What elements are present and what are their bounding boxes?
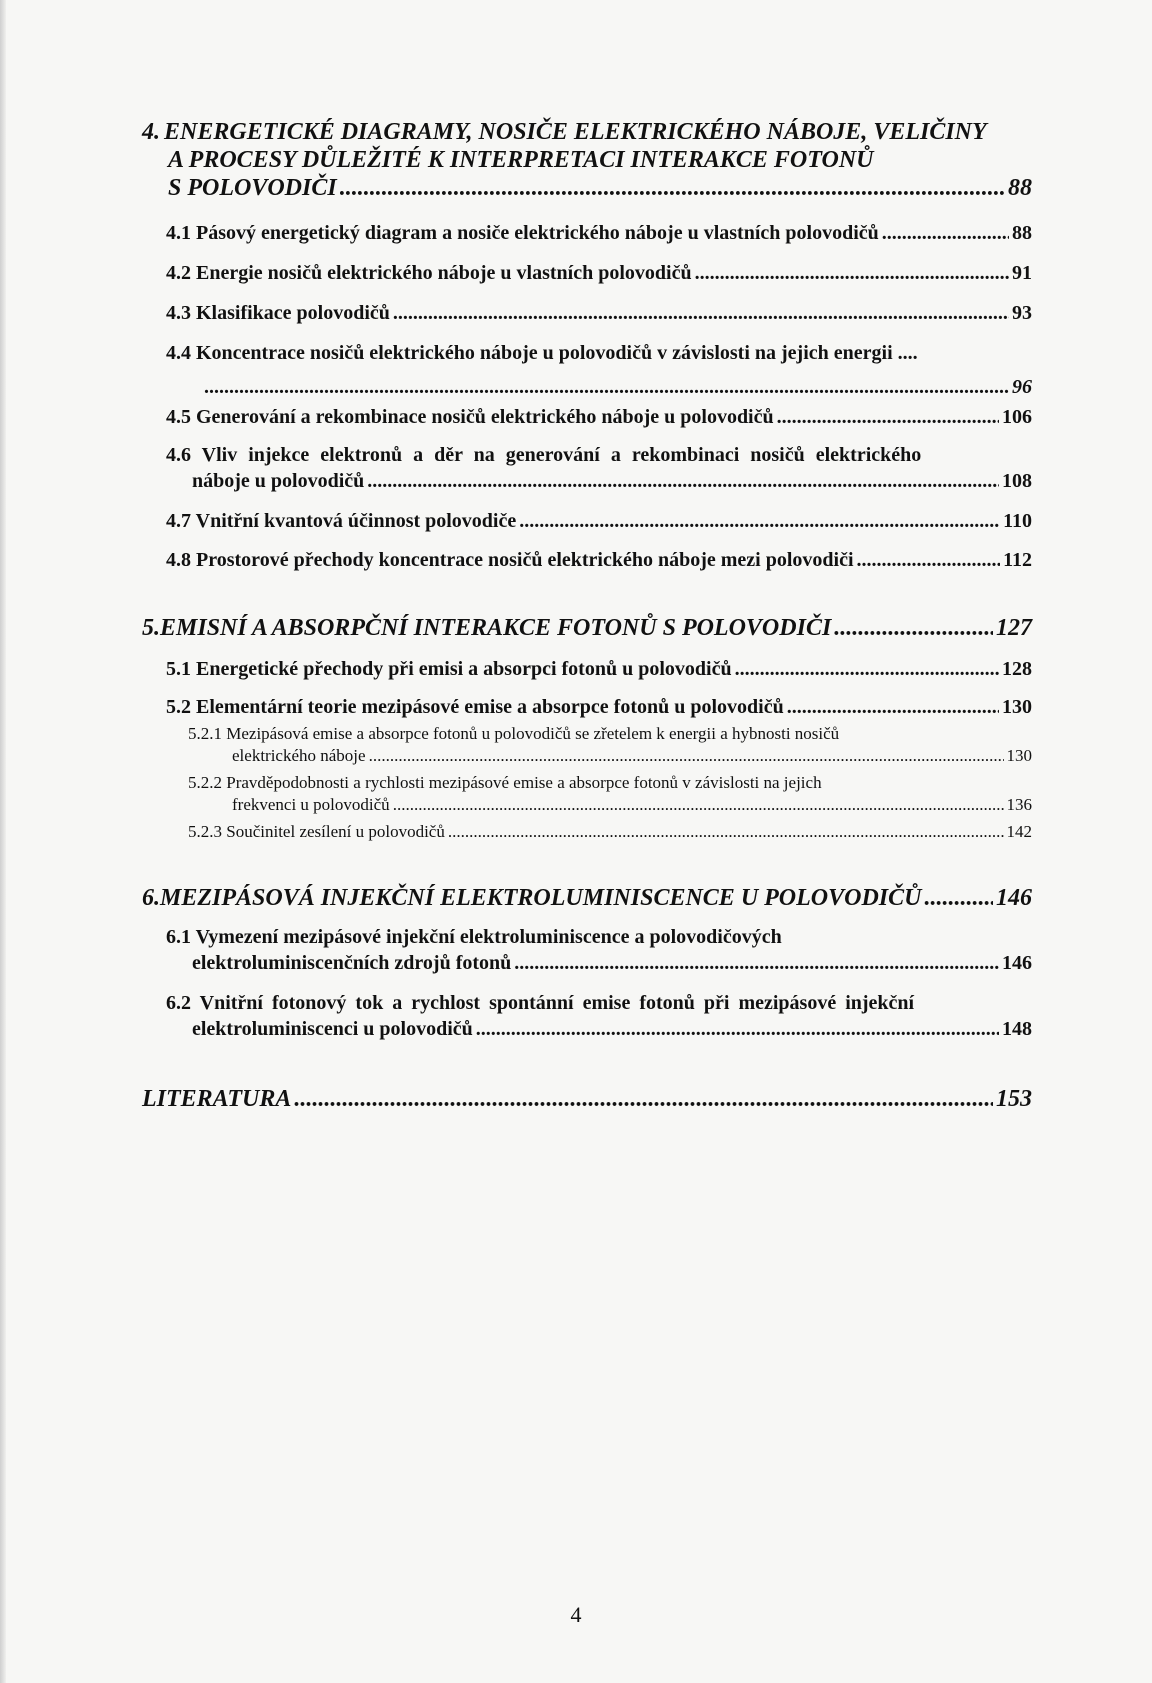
- toc-section-6-1[interactable]: [166, 924, 1032, 976]
- chapter-number: 4.: [142, 119, 160, 145]
- dot-leader: [476, 1016, 999, 1042]
- dot-leader: [367, 468, 999, 494]
- dot-leader: [787, 694, 999, 720]
- section-title: 4.3 Klasifikace polovodičů: [166, 302, 390, 324]
- section-title-cont: náboje u polovodičů: [192, 470, 365, 492]
- dot-leader: [393, 300, 1009, 326]
- subsection-title-cont: frekvenci u polovodičů: [232, 795, 390, 814]
- page-ref: 128: [1002, 658, 1032, 680]
- toc-section-4-8[interactable]: [166, 547, 1032, 573]
- chapter-title-line: A PROCESY DŮLEŽITÉ K INTERPRETACI INTERAKCE FOTONŮ: [168, 147, 874, 173]
- dot-leader: [924, 884, 993, 912]
- page-number: 4: [570, 1602, 582, 1627]
- section-title-cont: elektroluminiscenci u polovodičů: [192, 1018, 473, 1040]
- toc-chapter-5[interactable]: [142, 614, 1032, 642]
- section-title: 4.2 Energie nosičů elektrického náboje u vlastních polovodičů: [166, 262, 692, 284]
- chapter-title-line: S POLOVODIČI: [168, 175, 337, 201]
- page-ref: 91: [1012, 262, 1032, 284]
- dot-leader: [448, 821, 1004, 843]
- toc-section-4-7[interactable]: [166, 508, 1032, 534]
- section-title: 5.1 Energetické přechody při emisi a absorpci fotonů u polovodičů: [166, 658, 732, 680]
- dot-leader: [695, 260, 1009, 286]
- dot-leader: [340, 174, 1005, 202]
- page-ref: 88: [1008, 175, 1032, 201]
- dot-leader: [369, 745, 1004, 767]
- chapter-title-line: LITERATURA: [142, 1086, 292, 1112]
- section-title: 5.2 Elementární teorie mezipásové emise a absorpce fotonů u polovodičů: [166, 696, 784, 718]
- toc-section-4-2[interactable]: [166, 260, 1032, 286]
- toc-section-5-2[interactable]: [166, 694, 1032, 720]
- toc-section-4-4[interactable]: [166, 340, 1032, 400]
- chapter-title-line: MEZIPÁSOVÁ INJEKČNÍ ELEKTROLUMINISCENCE U POLOVODIČŮ: [160, 885, 922, 911]
- toc-section-4-6[interactable]: [166, 442, 1032, 494]
- page-ref: 127: [996, 615, 1032, 641]
- toc-chapter-4[interactable]: [142, 118, 1032, 202]
- dot-leader: [777, 404, 999, 430]
- section-title: 6.2 Vnitřní fotonový tok a rychlost spontánní emise fotonů při mezipásové injekční: [166, 992, 915, 1014]
- section-title: 4.1 Pásový energetický diagram a nosiče elektrického náboje u vlastních polovodičů: [166, 222, 879, 244]
- section-title: 4.5 Generování a rekombinace nosičů elektrického náboje u polovodičů: [166, 406, 774, 428]
- page-ref: 88: [1012, 222, 1032, 244]
- toc-subsection-5-2-2[interactable]: [188, 772, 1032, 816]
- page-ref: 110: [1003, 510, 1032, 532]
- dot-leader: [519, 508, 1000, 534]
- toc-section-4-5[interactable]: [166, 404, 1032, 430]
- dot-leader: [294, 1085, 993, 1113]
- subsection-title: 5.2.1 Mezipásová emise a absorpce fotonů u polovodičů se zřetelem k energii a hybnosti nosičů: [188, 724, 840, 743]
- page-ref: 148: [1002, 1018, 1032, 1040]
- page-ref: 108: [1002, 470, 1032, 492]
- chapter-title-line: EMISNÍ A ABSORPČNÍ INTERAKCE FOTONŮ S POLOVODIČI: [160, 615, 832, 641]
- page-ref: 130: [1006, 746, 1032, 765]
- dot-leader: [514, 950, 999, 976]
- subsection-title: 5.2.2 Pravděpodobnosti a rychlosti mezipásové emise a absorpce fotonů v závislosti na jejich: [188, 773, 822, 792]
- page-ref: 146: [996, 885, 1032, 911]
- chapter-number: 6.: [142, 885, 160, 911]
- section-title: 4.8 Prostorové přechody koncentrace nosičů elektrického náboje mezi polovodiči: [166, 549, 854, 571]
- page-ref: 106: [1002, 406, 1032, 428]
- page-ref: 153: [996, 1086, 1032, 1112]
- dot-leader: [834, 614, 993, 642]
- dot-leader: [204, 374, 1009, 400]
- page-ref: 146: [1002, 952, 1032, 974]
- page-ref: 112: [1003, 549, 1032, 571]
- page-ref: 96: [1012, 376, 1032, 398]
- page-ref: 142: [1006, 822, 1032, 841]
- section-title: 4.7 Vnitřní kvantová účinnost polovodiče: [166, 510, 517, 532]
- toc-literatura[interactable]: [142, 1085, 1032, 1113]
- page-ref: 130: [1002, 696, 1032, 718]
- subsection-title-cont: elektrického náboje: [232, 746, 366, 765]
- toc-section-6-2[interactable]: [166, 990, 1032, 1042]
- scan-page-edge: [0, 0, 6, 1683]
- dot-leader: [857, 547, 1001, 573]
- section-title: 4.6 Vliv injekce elektronů a děr na generování a rekombinaci nosičů elektrického: [166, 444, 922, 466]
- dot-leader: [393, 794, 1004, 816]
- page-ref: 136: [1006, 795, 1032, 814]
- subsection-title: 5.2.3 Součinitel zesílení u polovodičů: [188, 822, 445, 841]
- toc-section-5-1[interactable]: [166, 656, 1032, 682]
- dot-leader: [882, 220, 1009, 246]
- section-title-cont: elektroluminiscenčních zdrojů fotonů: [192, 952, 512, 974]
- section-title: 4.4 Koncentrace nosičů elektrického náboje u polovodičů v závislosti na jejich energii ....: [166, 342, 918, 364]
- toc-chapter-6[interactable]: [142, 884, 1032, 912]
- toc-subsection-5-2-1[interactable]: [188, 723, 1032, 767]
- toc-section-4-1[interactable]: [166, 220, 1032, 246]
- toc-subsection-5-2-3[interactable]: [188, 821, 1032, 843]
- chapter-number: 5.: [142, 615, 160, 641]
- chapter-title-line: ENERGETICKÉ DIAGRAMY, NOSIČE ELEKTRICKÉHO NÁBOJE, VELIČINY: [164, 119, 987, 145]
- page-ref: 93: [1012, 302, 1032, 324]
- section-title: 6.1 Vymezení mezipásové injekční elektroluminiscence a polovodičových: [166, 926, 782, 948]
- toc-section-4-3[interactable]: [166, 300, 1032, 326]
- dot-leader: [735, 656, 999, 682]
